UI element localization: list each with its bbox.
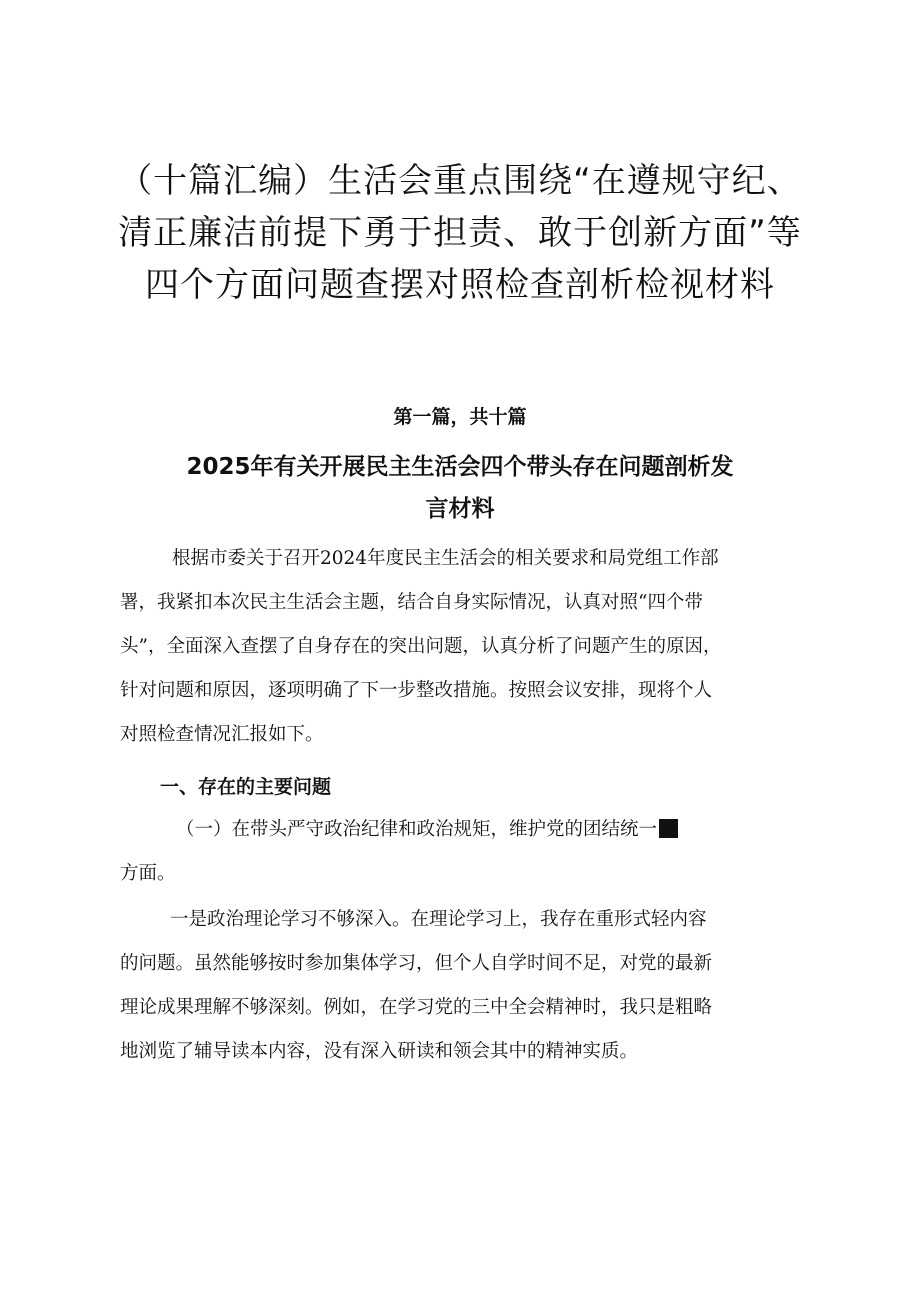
subsection-line bbox=[120, 808, 810, 852]
point-line: 理论成果理解不够深刻。例如，在学习党的三中全会精神时，我只是粗略 bbox=[120, 997, 713, 1018]
main-title bbox=[110, 155, 810, 311]
section-heading: 一、存在的主要问题 bbox=[160, 776, 332, 798]
intro-line: 署，我紧扣本次民主生活会主题，结合自身实际情况，认真对照“四个带 bbox=[120, 592, 703, 613]
point-line: 地浏览了辅导读本内容，没有深入研读和领会其中的精神实质。 bbox=[120, 1041, 639, 1062]
subsection-line-text: （一）在带头严守政治纪律和政治规矩，维护党的团结统一 bbox=[176, 819, 658, 840]
intro-line: 针对问题和原因，逐项明确了下一步整改措施。按照会议安排，现将个人 bbox=[120, 680, 713, 701]
main-title-line: 清正廉洁前提下勇于担责、敢于创新方面”等 bbox=[118, 213, 802, 253]
subsection-heading bbox=[120, 808, 810, 896]
part-label: 第一篇，共十篇 bbox=[393, 406, 527, 428]
intro-paragraph bbox=[120, 537, 810, 757]
main-title-line: （十篇汇编）生活会重点围绕“在遵规守纪、 bbox=[118, 161, 802, 201]
sub-title-line: 2025年有关开展民主生活会四个带头存在问题剖析发 bbox=[186, 454, 734, 480]
sub-title bbox=[150, 446, 770, 530]
point-line: 一是政治理论学习不够深入。在理论学习上，我存在重形式轻内容 bbox=[170, 909, 707, 930]
intro-line: 对照检查情况汇报如下。 bbox=[120, 724, 324, 745]
main-title-line: 四个方面问题查摆对照检查剖析检视材料 bbox=[145, 265, 775, 305]
black-square-mark bbox=[659, 819, 678, 838]
point-line: 的问题。虽然能够按时参加集体学习，但个人自学时间不足，对党的最新 bbox=[120, 953, 713, 974]
point-paragraph bbox=[120, 898, 810, 1074]
subsection-line: 方面。 bbox=[120, 863, 176, 884]
intro-line: 根据市委关于召开2024年度民主生活会的相关要求和局党组工作部 bbox=[172, 548, 719, 569]
sub-title-line: 言材料 bbox=[425, 496, 495, 522]
intro-line: 头”，全面深入查摆了自身存在的突出问题，认真分析了问题产生的原因， bbox=[120, 636, 722, 657]
